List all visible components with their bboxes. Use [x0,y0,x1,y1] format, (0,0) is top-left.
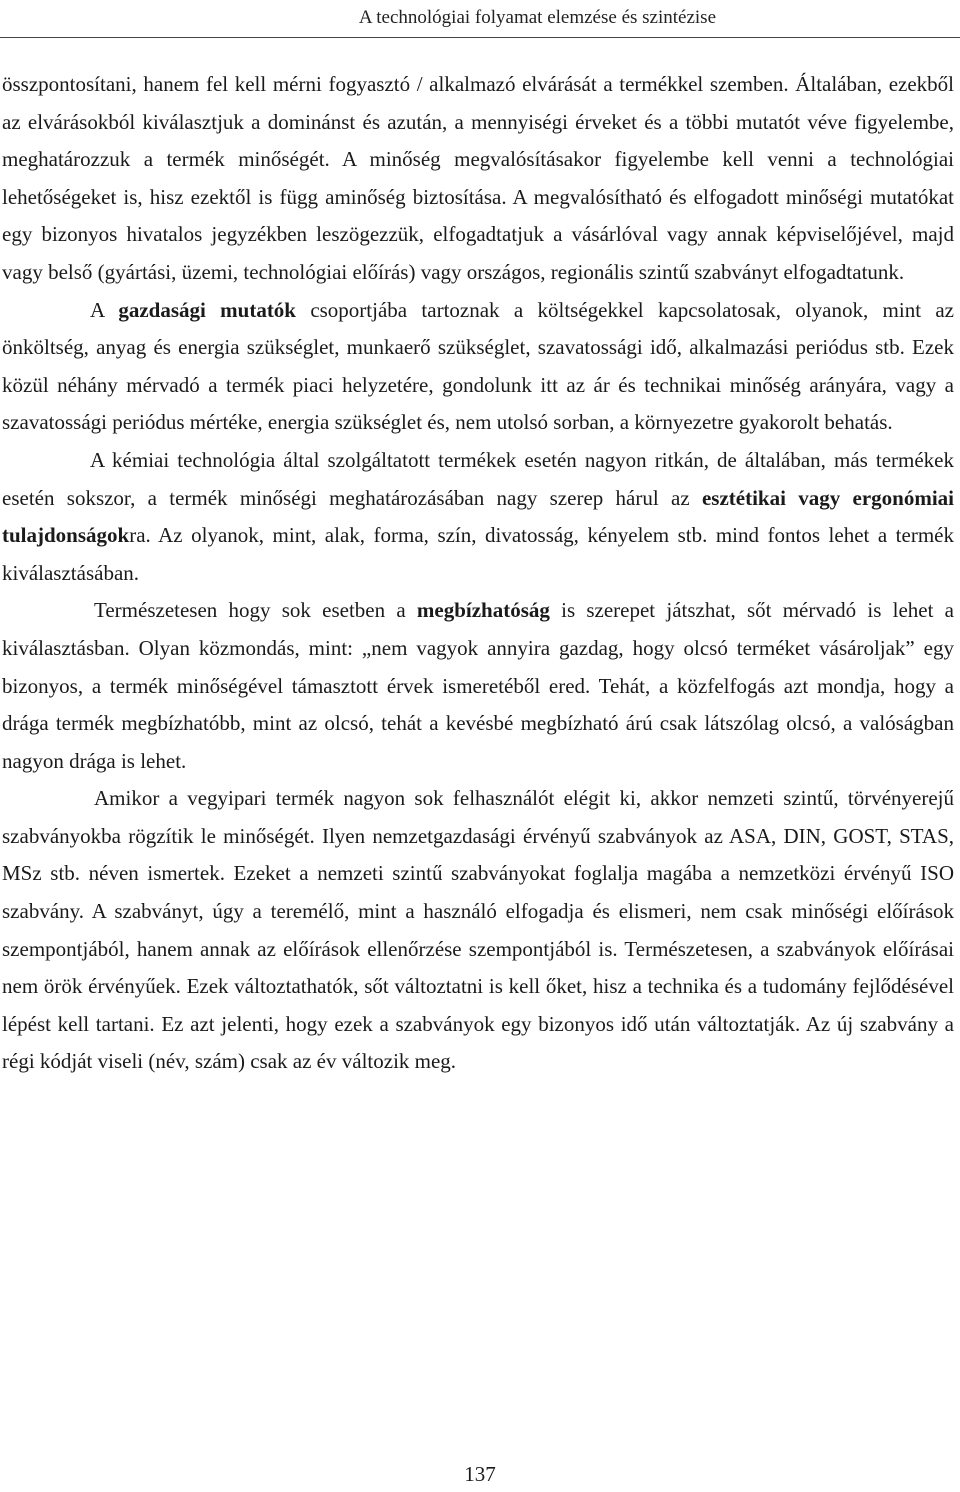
paragraph-3 [2,442,954,592]
paragraph-2-text-a: A [90,297,119,322]
running-header: A technológiai folyamat elemzése és szintézise [358,7,716,28]
body-text [2,66,954,1081]
paragraph-2 [2,292,954,442]
paragraph-4-text-a: Természetesen hogy sok esetben a [94,598,417,623]
paragraph-4 [2,592,954,780]
page-number: 137 [464,1462,496,1486]
header-rule [0,37,960,38]
paragraph-5-text: Amikor a vegyipari termék nagyon sok felhasználót elégit ki, akkor nemzeti szintű, törvényerejű szabványokba rögzítik le minőségét. Ilyen nemzetgazdasági érvényű szabványok az ASA, DIN, GOST, STAS, MSz stb. néven ismertek. Ezeket a nemzeti szintű szabványokat foglalja magába a nemzetközi érvényű ISO szabvány. A szabványt, úgy a teremélő, mint a használó elfogadja és elismeri, nem csak minőségi előírások szempontjából, hanem annak az előírások ellenőrzése szempontjából is. Természetesen, a szabványok előírásai nem örök érvényűek. Ezek változtathatók, sőt változtatni is kell őket, hisz a technika és a tudomány fejlődésével lépést kell tartani. Ez azt jelenti, hogy ezek a szabványok egy bizonyos idő után változtatják. Az új szabvány a régi kódját viseli (név, szám) csak az év változik meg. [2,786,954,1074]
bold-term-esztetikai-tulajdonsagok: esztétikai vagy ergonómiai tulajdonságok [2,485,954,548]
paragraph-1 [2,66,954,292]
paragraph-5 [2,780,954,1081]
paragraph-3-text-b: ra. Az olyanok, mint, alak, forma, szín, divatosság, kényelem stb. mind fontos lehet a termék kiválasztásában. [2,523,954,585]
paragraph-2-text-b: csoportjába tartoznak a költségekkel kapcsolatosak, olyanok, mint az önköltség, anyag és energia szükséglet, munkaerő szükséglet, szavatossági idő, alkalmazási periódus stb. Ezek közül néhány mérvadó a termék piaci helyzetére, gondolunk itt az ár és technikai minőség arányára, vagy a szavatossági periódus mértéke, energia szükséglet és, nem utolsó sorban, a környezetre gyakorolt behatás. [2,297,954,435]
bold-term-megbizhatosag: megbízhatóság [416,598,550,623]
paragraph-4-text-b: is szerepet játszhat, sőt mérvadó is lehet a kiválasztásban. Olyan közmondás, mint: „nem vagyok annyira gazdag, hogy olcsó terméket vásároljak” egy bizonyos, a termék minőségével támasztott érvek ismeretéből ered. Tehát, a közfelfogás azt mondja, hogy a drága termék megbízhatóbb, mint az olcsó, tehát a kevésbé megbízható árú csak látszólag olcsó, a valóságban nagyon drága is lehet. [2,598,954,773]
paragraph-3-text-a: A kémiai technológia által szolgáltatott termékek esetén nagyon ritkán, de általában, más termékek esetén sokszor, a termék minőségi meghatározásában nagy szerep hárul az [2,447,954,510]
bold-term-gazdasagi-mutatok: gazdasági mutatók [118,297,296,322]
paragraph-1-text: összpontosítani, hanem fel kell mérni fogyasztó / alkalmazó elvárását a termékkel szemben. Általában, ezekből az elvárásokból kiválasztjuk a dominánst és azután, a mennyiségi érveket és a többi mutatót véve figyelembe, meghatározzuk a termék minőségét. A minőség megvalósításakor figyelembe kell venni a technológiai lehetőségeket is, hisz ezektől is függ aminőség biztosítása. A megvalósítható és elfogadott minőségi mutatókat egy bizonyos hivatalos jegyzékben leszögezzük, elfogadtatjuk a vásárlóval vagy annak képviselőjével, majd vagy belső (gyártási, üzemi, technológiai előírás) vagy országos, regionális szintű szabványt elfogadtatunk. [2,72,954,284]
